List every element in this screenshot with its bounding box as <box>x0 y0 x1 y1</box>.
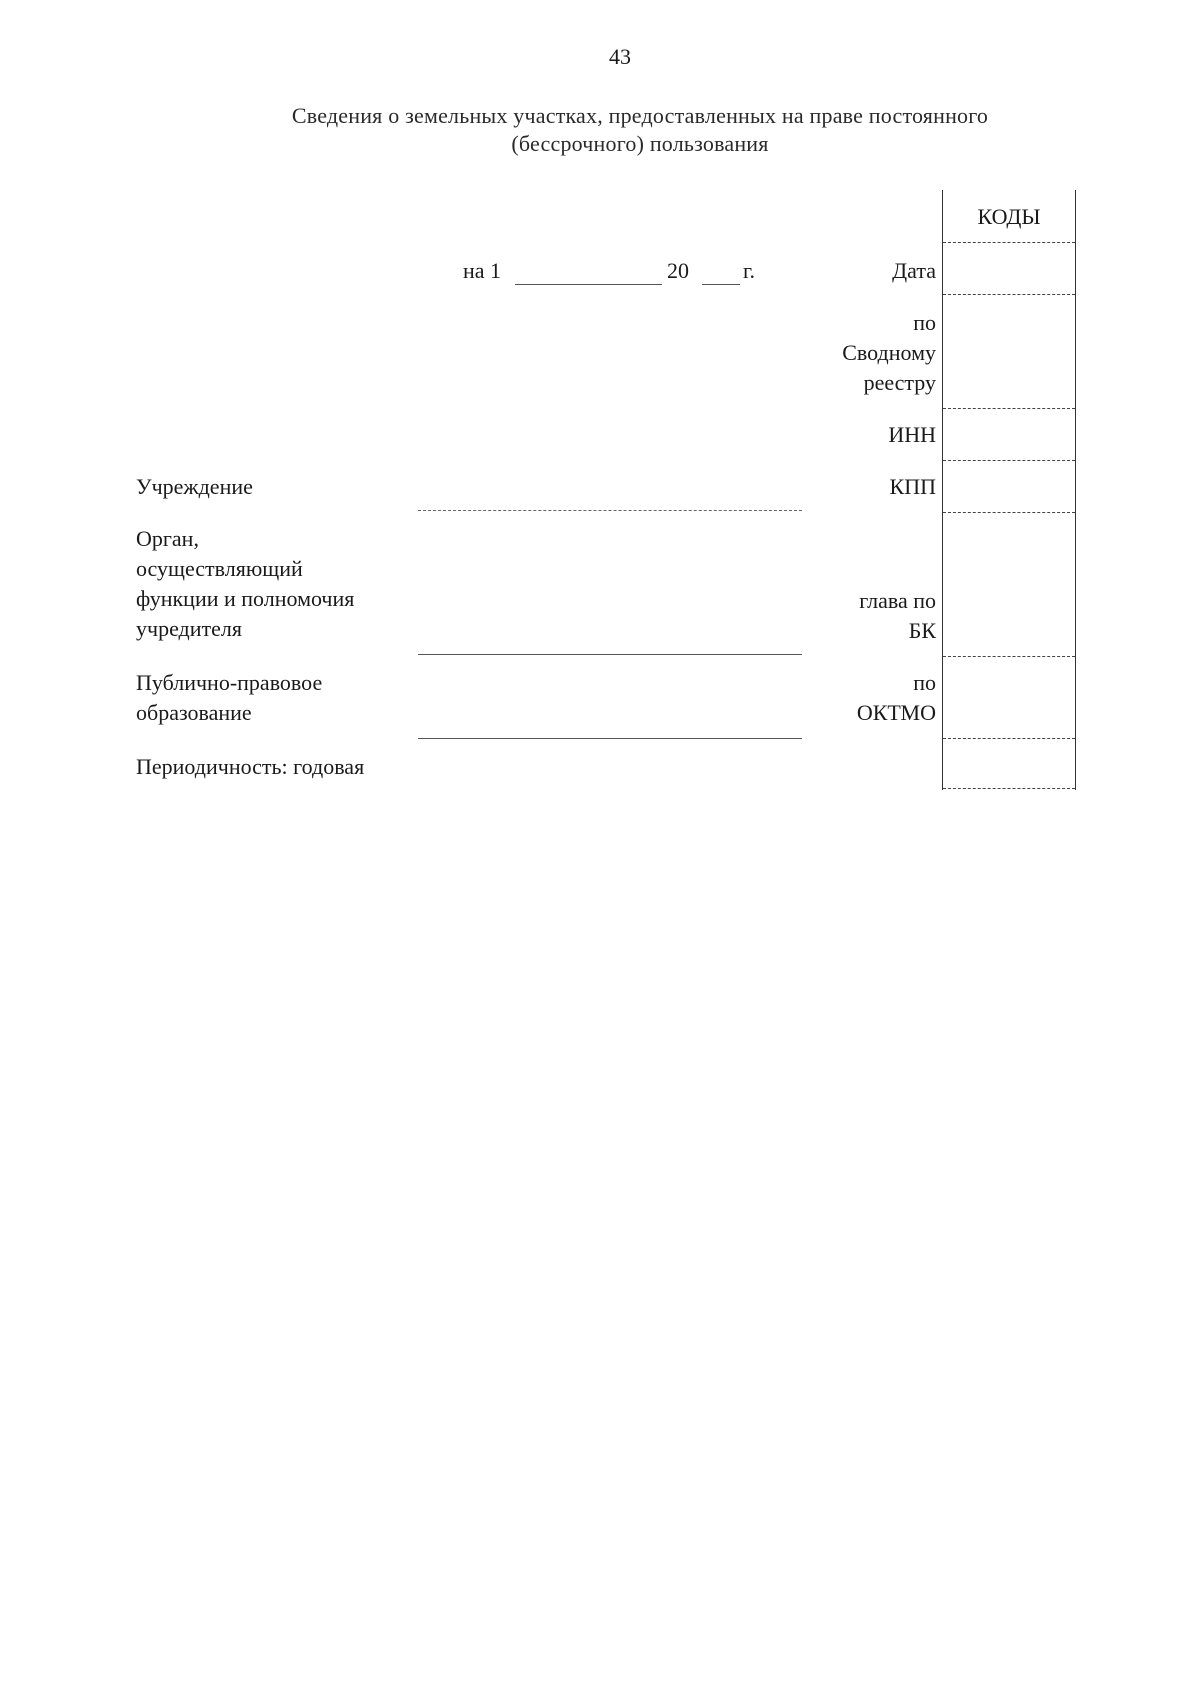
codes-row-divider <box>943 512 1075 513</box>
field-label-line: Публично-правовое <box>136 670 323 695</box>
page-number: 43 <box>609 44 631 69</box>
code-label-kpp: КПП <box>889 474 936 499</box>
field-label-line: Орган, <box>136 526 199 551</box>
document-title <box>140 102 1140 158</box>
date-prefix: на 1 <box>463 258 502 283</box>
date-year-field[interactable] <box>702 284 740 285</box>
date-day-month-field[interactable] <box>515 284 662 285</box>
codes-row-divider <box>943 656 1075 657</box>
institution-field[interactable] <box>418 510 802 511</box>
document-title-line-1: Сведения о земельных участках, предоставленных на праве постоянного <box>291 103 989 128</box>
field-label-line: осуществляющий <box>136 556 303 581</box>
code-label-line: реестру <box>863 370 936 395</box>
codes-row-divider <box>943 242 1075 243</box>
field-label-periodicity: Периодичность: годовая <box>136 754 365 779</box>
field-label-public-entity <box>136 668 322 728</box>
code-label-inn: ИНН <box>888 422 936 447</box>
code-label-oktmo <box>780 668 936 728</box>
field-label-line: учредителя <box>136 616 242 641</box>
code-label-line: по <box>913 670 936 695</box>
founder-field[interactable] <box>418 654 802 655</box>
codes-row-divider <box>943 738 1075 739</box>
field-label-founder <box>136 524 354 644</box>
code-label-date: Дата <box>892 258 936 283</box>
date-suffix: г. <box>743 258 756 283</box>
field-label-line: образование <box>136 700 252 725</box>
code-label-line: Сводному <box>842 340 936 365</box>
document-title-line-2: (бессрочного) пользования <box>511 131 769 156</box>
codes-row-divider <box>943 460 1075 461</box>
codes-header: КОДЫ <box>977 204 1041 229</box>
codes-row-divider <box>943 408 1075 409</box>
date-year-prefix: 20 <box>667 258 689 283</box>
field-label-institution: Учреждение <box>136 474 253 499</box>
code-label-budget-chapter <box>780 586 936 646</box>
field-label-line: функции и полномочия <box>136 586 355 611</box>
code-label-line: ОКТМО <box>856 700 936 725</box>
codes-box <box>942 190 1076 790</box>
code-label-line: по <box>913 310 936 335</box>
codes-row-divider <box>943 788 1075 789</box>
code-label-consolidated-register <box>780 308 936 398</box>
code-label-line: БК <box>908 618 936 643</box>
codes-row-divider <box>943 294 1075 295</box>
public-entity-field[interactable] <box>418 738 802 739</box>
code-label-line: глава по <box>859 588 936 613</box>
